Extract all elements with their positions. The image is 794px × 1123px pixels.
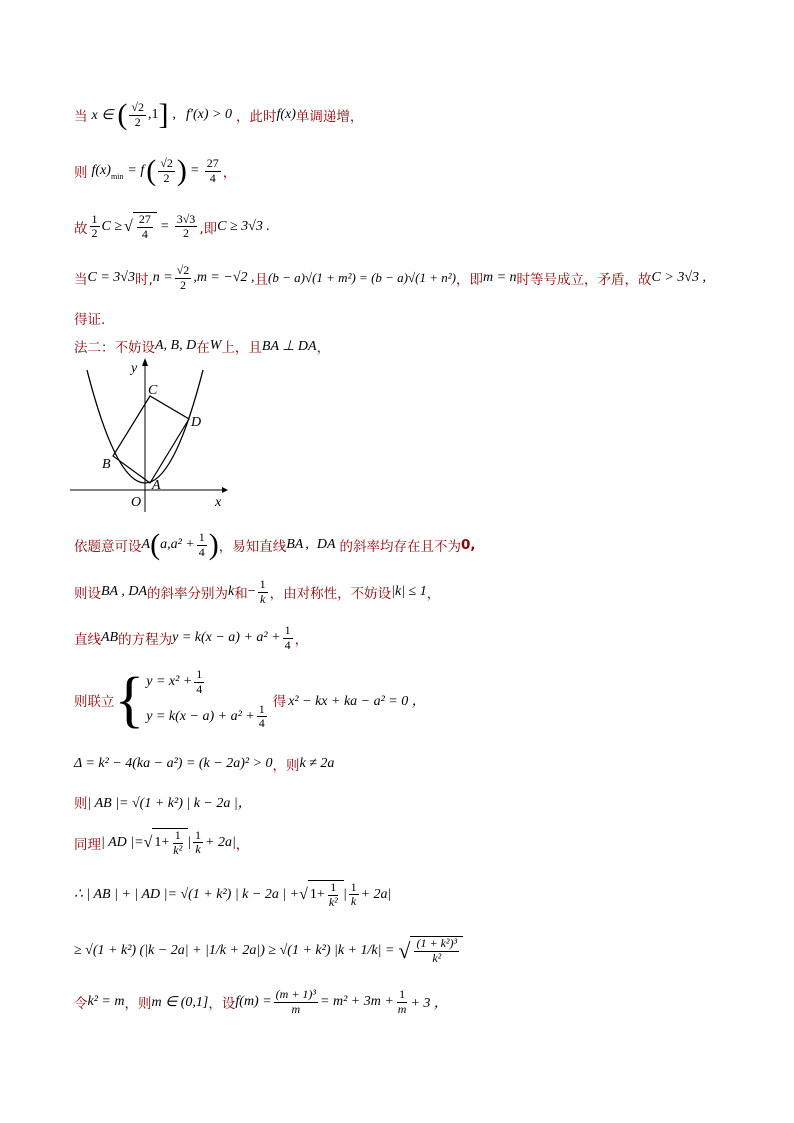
comma: ,: [305, 537, 309, 552]
denominator: 4: [198, 544, 205, 559]
numerator: 1: [350, 879, 357, 894]
text: ，即: [455, 272, 483, 289]
fraction: [129, 101, 146, 130]
text: 当: [74, 109, 88, 125]
one: 1+: [309, 887, 325, 903]
equation-system: [114, 665, 269, 734]
numerator: 1: [195, 827, 201, 842]
radical: √: [299, 885, 308, 903]
math: DA: [316, 537, 336, 552]
numerator: 1: [330, 880, 337, 894]
text: 的方程为: [118, 632, 173, 649]
text: ，: [235, 836, 250, 853]
denominator: 2: [91, 226, 98, 241]
line-15: [74, 936, 463, 966]
paren-left: (: [150, 528, 161, 561]
fraction: [258, 578, 268, 607]
text: ,即: [199, 220, 218, 237]
text: 得证.: [74, 312, 106, 328]
fraction: [194, 668, 204, 697]
fraction: [175, 213, 198, 242]
abs-bar: |: [343, 886, 347, 902]
math: Δ = k² − 4(ka − a²) = (k − 2a)² > 0: [74, 756, 273, 771]
math: x² − kx + ka − a² = 0 ，: [288, 693, 426, 709]
numerator: 1: [91, 211, 98, 226]
math: f′(x) > 0: [186, 107, 232, 122]
line-1: [74, 100, 363, 130]
line-3: [74, 212, 270, 242]
radicand: [133, 212, 157, 242]
axis-label-x: x: [215, 495, 222, 510]
math: + 2a|: [360, 886, 392, 902]
math: BA: [286, 537, 304, 552]
text: 故: [74, 220, 88, 237]
math: AB: [101, 630, 119, 646]
fraction: [283, 624, 293, 653]
square-abcd: [113, 396, 189, 483]
math: ≥ √(1 + k²) (|k − 2a| + |1/k + 2a|) ≥ √(1 + k²) |k + 1/k| =: [74, 942, 395, 958]
math: C > 3√3 ,: [651, 270, 706, 286]
denominator: k: [259, 591, 266, 606]
line-10: [74, 665, 426, 734]
math: ∴ | AB | + | AD |= √(1 + k²) | k − 2a | +: [74, 887, 300, 903]
math: f(m) =: [235, 994, 272, 1010]
line-11: [74, 754, 334, 774]
y-axis-arrow: [142, 358, 148, 366]
numerator: 1: [284, 623, 291, 637]
denominator: k: [195, 842, 201, 857]
numerator: (1 + k²)³: [416, 936, 458, 950]
one: 1+: [154, 835, 170, 851]
sqrt: [299, 880, 344, 910]
text: ，此时: [235, 109, 277, 125]
system-rows: [146, 668, 268, 731]
numerator: 1: [258, 701, 265, 716]
denominator: k²: [432, 950, 442, 965]
paren-right: ): [208, 528, 219, 561]
math: =: [160, 218, 169, 234]
math: BA ⊥ DA: [261, 338, 317, 354]
math: ,m = −√2 ,: [193, 270, 255, 286]
math: + 3 ，: [410, 996, 448, 1012]
math: W: [209, 338, 222, 353]
math: C = 3√3: [87, 270, 135, 286]
text: 令: [74, 996, 88, 1013]
text: 则联立: [74, 693, 115, 710]
math: n =: [152, 270, 173, 286]
math: C ≥: [101, 218, 123, 234]
fraction: [90, 213, 100, 242]
text: 直线: [74, 632, 101, 649]
fraction: [193, 829, 203, 858]
axis-label-y: y: [131, 361, 138, 376]
point-label-a: A: [152, 478, 161, 493]
math: = f: [127, 163, 145, 178]
line-13: [74, 828, 249, 858]
text: ，则: [124, 996, 152, 1013]
fraction: [349, 881, 359, 910]
denominator: 2: [163, 170, 170, 185]
text: ，易知直线: [218, 539, 287, 555]
line-12: [74, 792, 252, 812]
x-axis-arrow: [222, 487, 228, 493]
denominator: 2: [180, 277, 187, 292]
denominator: m: [397, 1001, 407, 1016]
fraction: [257, 703, 267, 732]
abs-bar: |: [188, 834, 191, 850]
denominator: 4: [196, 681, 203, 696]
point-label-c: C: [148, 383, 158, 398]
radicand: [152, 828, 188, 858]
fraction: [414, 937, 459, 966]
sqrt: [144, 828, 189, 858]
math: f(x): [91, 163, 111, 178]
text: 的斜率分别为: [147, 586, 229, 603]
numerator: (m + 1)³: [275, 987, 317, 1001]
math: k² = m: [87, 994, 125, 1010]
system-row-2: [146, 703, 268, 732]
math: ,1: [148, 107, 159, 122]
line-14: [74, 880, 391, 910]
numerator: √2: [131, 99, 145, 114]
radicand: [410, 936, 463, 966]
text: 的斜率均存在且不为: [339, 539, 461, 555]
line-7: [74, 530, 476, 560]
point-label-d: D: [191, 415, 202, 430]
fraction: [396, 988, 409, 1017]
fraction: [197, 531, 207, 560]
math: A, B, D: [155, 338, 197, 353]
math: + 2a|: [205, 834, 236, 850]
math: | AB |= √(1 + k²) | k − 2a |，: [87, 796, 252, 811]
numerator: 1: [399, 987, 406, 1001]
text: ，: [222, 165, 237, 181]
math: m = n: [482, 270, 517, 286]
denominator: 4: [258, 716, 265, 731]
text: ，设: [208, 996, 236, 1013]
text: 则设: [74, 586, 101, 603]
comma: ,: [172, 107, 177, 122]
text: 单调递增，: [295, 109, 364, 125]
math: C ≥ 3√3 .: [217, 218, 270, 234]
math: (b − a)√(1 + m²) = (b − a)√(1 + n²): [268, 270, 456, 286]
text: 时等号成立，矛盾，故: [516, 272, 652, 289]
math: k ≠ 2a: [299, 756, 335, 771]
numerator: 3√3: [176, 211, 196, 226]
denominator: k²: [173, 842, 183, 857]
math: −: [247, 584, 256, 600]
text: 则: [74, 796, 88, 812]
denominator: k²: [328, 894, 338, 909]
denominator: m: [291, 1001, 301, 1016]
fraction: [274, 988, 318, 1017]
radical: √: [398, 937, 411, 963]
paren-right: ): [176, 154, 187, 187]
text: ，: [426, 586, 441, 603]
parabola-figure: [70, 356, 230, 512]
text: ，则: [272, 758, 300, 774]
numerator: √2: [176, 263, 190, 277]
text: 则: [74, 165, 88, 181]
radicand: [308, 880, 344, 910]
text: 得: [272, 693, 287, 710]
line-6: [74, 336, 330, 356]
numerator: 1: [174, 828, 181, 842]
text: 0,: [461, 537, 476, 553]
math: k: [228, 584, 235, 600]
math: y = k(x − a) + a² +: [146, 708, 255, 724]
denominator: 4: [209, 170, 216, 185]
text: 依题意可设: [74, 539, 142, 555]
radical: √: [124, 217, 133, 235]
bracket-right: ]: [158, 98, 169, 131]
text: 同理: [74, 836, 101, 853]
radical: √: [143, 833, 153, 851]
text: ，由对称性，不妨设: [269, 586, 392, 603]
numerator: √2: [160, 155, 173, 170]
denominator: 2: [134, 114, 141, 129]
text: 时,: [134, 272, 153, 289]
subscript: min: [110, 171, 124, 181]
numerator: 1: [196, 667, 203, 681]
denominator: 4: [141, 226, 148, 241]
fraction: [137, 213, 153, 242]
text: 法二：不妨设: [74, 340, 155, 356]
numerator: 1: [259, 577, 266, 591]
text: 在: [196, 340, 210, 356]
line-9: [74, 624, 308, 653]
text: 上，且: [221, 340, 262, 356]
text: ，: [294, 632, 309, 649]
math: = m² + 3m +: [320, 994, 394, 1010]
paren-left: (: [117, 98, 128, 131]
math: m ∈ (0,1]: [151, 994, 209, 1010]
math: x ∈: [91, 107, 114, 123]
origin-label: O: [131, 495, 142, 510]
denominator: 4: [284, 637, 291, 652]
fraction: [205, 157, 221, 186]
denominator: k: [350, 894, 357, 909]
math: A: [141, 537, 151, 552]
text: 且: [254, 272, 269, 289]
fraction: [327, 881, 340, 910]
line-4: [74, 264, 706, 293]
denominator: 2: [183, 226, 190, 241]
numerator: 27: [206, 155, 219, 170]
math: y = x² +: [146, 674, 193, 690]
sqrt: [398, 936, 463, 966]
brace: {: [114, 665, 145, 734]
fraction: [158, 157, 175, 186]
system-row-1: [146, 668, 268, 697]
text: 和: [234, 586, 248, 603]
line-16: [74, 988, 448, 1017]
math: a,a² +: [160, 537, 195, 552]
paren-left: (: [146, 154, 157, 187]
fraction: [175, 264, 192, 293]
math: f(x): [276, 107, 296, 122]
text: ，: [316, 340, 331, 356]
math: |k| ≤ 1: [391, 584, 427, 600]
line-8: [74, 578, 440, 607]
line-5: [74, 308, 105, 328]
fraction: [171, 829, 184, 858]
math: | AD |=: [101, 834, 144, 850]
numerator: 27: [138, 212, 151, 226]
math: y = k(x − a) + a² +: [172, 630, 281, 646]
point-label-b: B: [102, 457, 111, 472]
line-2: [74, 156, 236, 186]
numerator: 1: [198, 529, 205, 544]
sqrt: [124, 212, 157, 242]
text: 当: [74, 272, 88, 289]
equals: =: [190, 163, 199, 178]
math: BA , DA: [101, 584, 148, 600]
